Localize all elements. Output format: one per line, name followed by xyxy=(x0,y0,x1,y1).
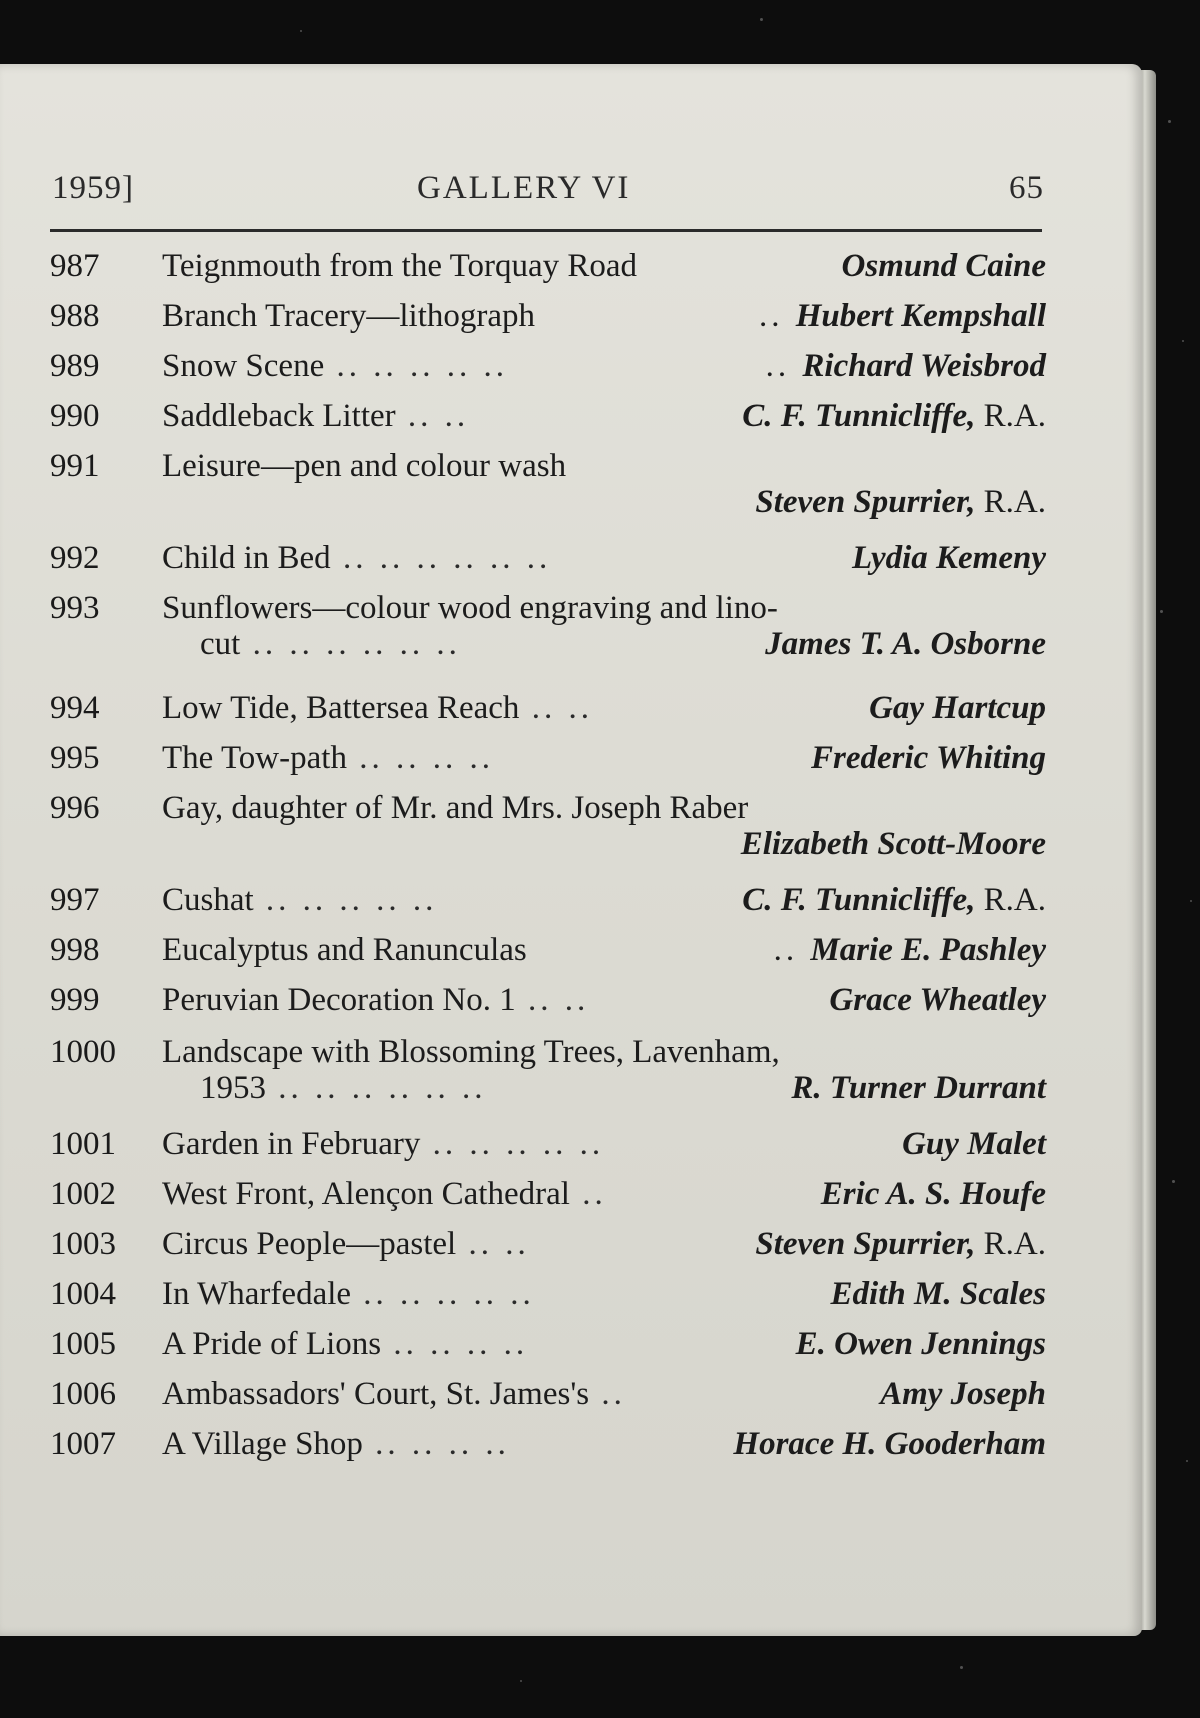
entry-title: Saddleback Litter .. .. xyxy=(162,398,470,434)
entry-number: 1004 xyxy=(50,1276,116,1312)
entry-number: 1003 xyxy=(50,1226,116,1262)
entry-number: 993 xyxy=(50,590,100,626)
artist-suffix: R.A. xyxy=(975,882,1046,918)
entry-number: 989 xyxy=(50,348,100,384)
entry-artist: Amy Joseph xyxy=(880,1376,1046,1412)
entry-artist: C. F. Tunnicliffe, R.A. xyxy=(742,882,1046,918)
entry-artist: Guy Malet xyxy=(902,1126,1046,1162)
entry-number: 987 xyxy=(50,248,100,284)
entry-title: Circus People—pastel .. .. xyxy=(162,1226,530,1262)
entry-title: A Village Shop .. .. .. .. xyxy=(162,1426,510,1462)
leader-dots: .. .. .. .. .. xyxy=(420,1126,605,1162)
entry-artist: Horace H. Gooderham xyxy=(733,1426,1046,1462)
entry-number: 990 xyxy=(50,398,100,434)
entry-artist: .. Marie E. Pashley xyxy=(773,932,1046,968)
leader-dots: .. .. .. .. .. xyxy=(253,882,438,918)
entry-artist: C. F. Tunnicliffe, R.A. xyxy=(742,398,1046,434)
entry-artist: Gay Hartcup xyxy=(869,690,1046,726)
entry-title: Child in Bed .. .. .. .. .. .. xyxy=(162,540,552,576)
entry-artist: E. Owen Jennings xyxy=(795,1326,1046,1362)
leader-dots: .. .. xyxy=(515,982,590,1018)
leader-dots: .. .. .. .. .. .. xyxy=(330,540,552,576)
entry-title: Branch Tracery—lithograph xyxy=(162,298,536,334)
entry-number: 994 xyxy=(50,690,100,726)
leader-dots: .. xyxy=(569,1176,607,1212)
entry-title-continuation: 1953 .. .. .. .. .. .. xyxy=(200,1070,487,1106)
leader-dots: .. .. .. .. xyxy=(381,1326,529,1362)
leader-dots: .. .. .. .. xyxy=(362,1426,510,1462)
entry-number: 997 xyxy=(50,882,100,918)
entry-title: Garden in February .. .. .. .. .. xyxy=(162,1126,605,1162)
leader-dots: .. .. .. .. .. .. xyxy=(240,626,461,662)
artist-suffix: R.A. xyxy=(975,484,1046,520)
entry-title: Leisure—pen and colour wash xyxy=(162,448,567,484)
leader-dots: .. .. .. .. .. xyxy=(351,1276,535,1312)
entry-title: In Wharfedale .. .. .. .. .. xyxy=(162,1276,535,1312)
entry-artist: Edith M. Scales xyxy=(830,1276,1046,1312)
entry-artist: James T. A. Osborne xyxy=(765,626,1046,662)
entry-artist: Frederic Whiting xyxy=(810,740,1046,776)
page-title: GALLERY VI xyxy=(417,170,631,206)
entry-artist: Elizabeth Scott-Moore xyxy=(740,826,1046,862)
entry-title: Eucalyptus and Ranunculas xyxy=(162,932,527,968)
entry-number: 1000 xyxy=(50,1034,116,1070)
entry-artist: Steven Spurrier, R.A. xyxy=(755,1226,1046,1262)
page-number: 65 xyxy=(1009,170,1044,206)
leader-dots: .. .. xyxy=(519,690,593,726)
entry-artist: Steven Spurrier, R.A. xyxy=(755,484,1046,520)
entry-artist: Eric A. S. Houfe xyxy=(820,1176,1046,1212)
entry-title: Landscape with Blossoming Trees, Lavenham, xyxy=(162,1034,780,1070)
entry-title: Ambassadors' Court, St. James's .. xyxy=(162,1376,626,1412)
leader-dots: .. .. .. .. xyxy=(346,740,494,776)
entry-number: 1006 xyxy=(50,1376,116,1412)
entry-title: Peruvian Decoration No. 1 .. .. xyxy=(162,982,590,1018)
entry-artist: .. Hubert Kempshall xyxy=(758,298,1046,334)
entry-artist: R. Turner Durrant xyxy=(791,1070,1046,1106)
entry-number: 1002 xyxy=(50,1176,116,1212)
entry-number: 1005 xyxy=(50,1326,116,1362)
entry-title: Low Tide, Battersea Reach .. .. xyxy=(162,690,593,726)
entry-number: 991 xyxy=(50,448,100,484)
entry-number: 999 xyxy=(50,982,100,1018)
leader-dots: .. .. xyxy=(395,398,470,434)
entry-number: 995 xyxy=(50,740,100,776)
leader-dots: .. .. .. .. .. xyxy=(324,348,508,384)
running-header xyxy=(52,170,1044,220)
entry-title: Gay, daughter of Mr. and Mrs. Joseph Raber xyxy=(162,790,749,826)
entry-title: Snow Scene .. .. .. .. .. xyxy=(162,348,508,384)
leader-dots: .. .. .. .. .. .. xyxy=(266,1070,487,1106)
entry-title: Teignmouth from the Torquay Road xyxy=(162,248,638,284)
leader-dots: .. xyxy=(589,1376,626,1412)
entry-title: A Pride of Lions .. .. .. .. xyxy=(162,1326,529,1362)
entry-number: 998 xyxy=(50,932,100,968)
entry-artist: Grace Wheatley xyxy=(829,982,1046,1018)
entry-number: 996 xyxy=(50,790,100,826)
entry-title-continuation: cut .. .. .. .. .. .. xyxy=(200,626,461,662)
entry-number: 992 xyxy=(50,540,100,576)
header-rule xyxy=(50,229,1042,232)
entry-title: Cushat .. .. .. .. .. xyxy=(162,882,438,918)
entry-number: 988 xyxy=(50,298,100,334)
entry-number: 1007 xyxy=(50,1426,116,1462)
entry-title: The Tow-path .. .. .. .. xyxy=(162,740,494,776)
header-year: 1959] xyxy=(52,170,134,206)
artist-suffix: R.A. xyxy=(975,1226,1046,1262)
entry-artist: Osmund Caine xyxy=(841,248,1046,284)
entry-title: Sunflowers—colour wood engraving and lino- xyxy=(162,590,778,626)
entry-artist: .. Richard Weisbrod xyxy=(765,348,1046,384)
entry-title: West Front, Alençon Cathedral .. xyxy=(162,1176,607,1212)
artist-suffix: R.A. xyxy=(975,398,1046,434)
entry-artist: Lydia Kemeny xyxy=(852,540,1046,576)
leader-dots: .. .. xyxy=(456,1226,530,1262)
entry-number: 1001 xyxy=(50,1126,116,1162)
